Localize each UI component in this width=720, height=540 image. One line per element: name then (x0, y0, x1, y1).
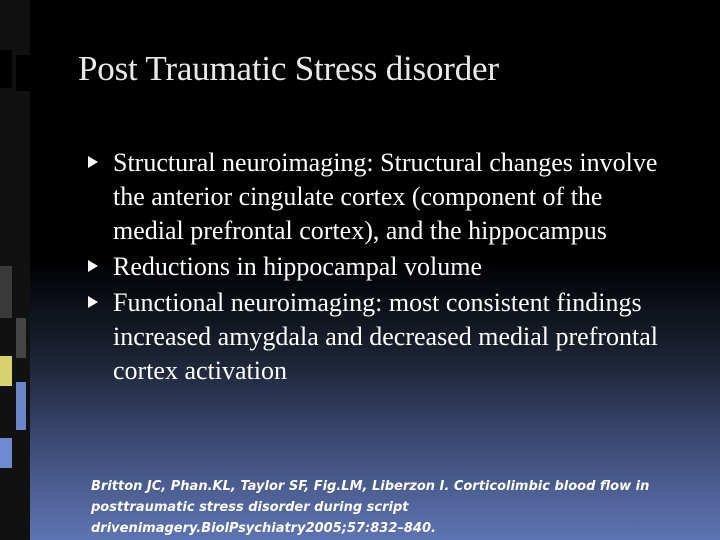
citation: Britton JC, Phan.KL, Taylor SF, Fig.LM, Liberzon I. Corticolimbic blood flow in posttraumatic stress disorder during script drivenimagery.BiolPsychiatry2005;57:832–840. (91, 479, 650, 536)
bullet-text: Functional neuroimaging: most consistent findings increased amygdala and decreased medial prefrontal cortex activation (113, 288, 658, 385)
decorative-block (16, 318, 26, 358)
bullet-text: Structural neuroimaging: Structural changes involve the anterior cingulate cortex (component of the medial prefrontal cortex), and the hippocampus (113, 148, 658, 245)
decorative-block (16, 55, 30, 91)
decorative-block (0, 356, 12, 386)
triangle-bullet-icon (88, 260, 98, 272)
decorative-block (16, 382, 26, 430)
bullet-item (88, 146, 678, 248)
decorative-block (0, 50, 12, 88)
triangle-bullet-icon (88, 156, 98, 168)
decorative-block (0, 266, 12, 318)
decorative-block (0, 438, 12, 468)
slide-title: Post Traumatic Stress disorder (78, 49, 499, 88)
bullet-item (88, 286, 678, 388)
bullet-list (88, 146, 678, 390)
bullet-item (88, 250, 678, 284)
triangle-bullet-icon (88, 296, 98, 308)
bullet-text: Reductions in hippocampal volume (113, 252, 482, 281)
